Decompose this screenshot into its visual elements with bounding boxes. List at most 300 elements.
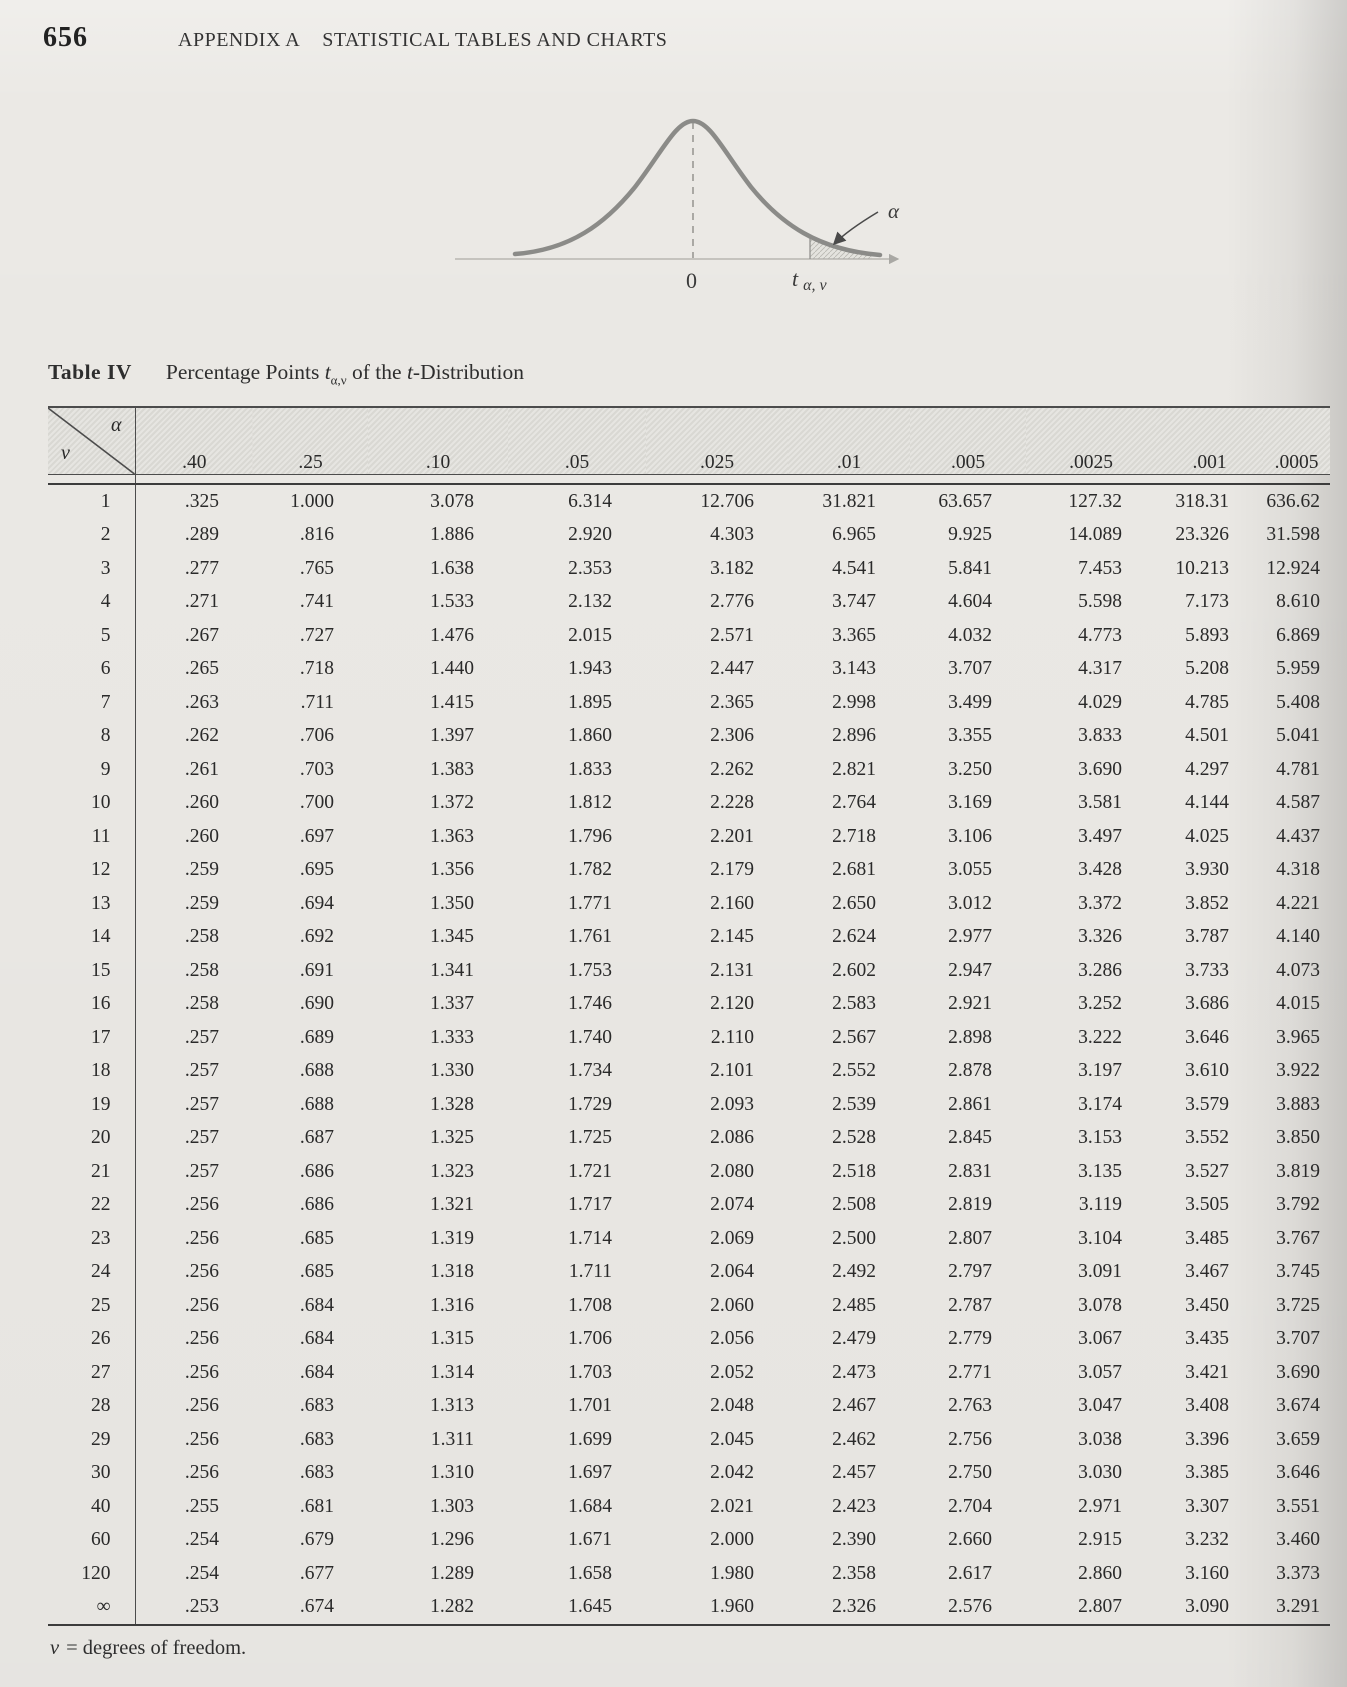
table-row	[48, 1055, 1330, 1089]
t-value-cell: 2.069	[710, 1227, 754, 1249]
t-value-cell: 1.315	[430, 1328, 474, 1350]
t-value-cell: .692	[299, 926, 334, 948]
df-cell: 60	[48, 1524, 135, 1558]
t-value-cell: 3.965	[1276, 1026, 1320, 1048]
t-value-cell: 1.337	[430, 993, 474, 1015]
table-row	[48, 1122, 1330, 1156]
t-value-cell: 2.120	[710, 993, 754, 1015]
table-row	[48, 1457, 1330, 1491]
t-value-cell: .690	[299, 993, 334, 1015]
table-footnote	[48, 1637, 1330, 1660]
alpha-col-header: .001	[1156, 407, 1263, 475]
t-value-cell: 12.924	[1266, 557, 1320, 579]
t-value-cell: 2.650	[832, 892, 876, 914]
t-value-cell: 4.781	[1276, 758, 1320, 780]
t-value-cell: 2.145	[710, 926, 754, 948]
t-value-cell: 3.119	[1078, 1194, 1122, 1216]
t-value-cell: 1.296	[430, 1529, 474, 1551]
t-value-cell: 1.533	[430, 591, 474, 613]
t-value-cell: 4.297	[1185, 758, 1229, 780]
df-cell: 2	[48, 519, 135, 553]
t-value-cell: 1.796	[568, 825, 612, 847]
t-value-cell: 2.110	[710, 1026, 754, 1048]
table-row	[48, 686, 1330, 720]
t-value-cell: .260	[184, 792, 219, 814]
t-value-cell: 4.015	[1276, 993, 1320, 1015]
t-value-cell: 2.920	[568, 524, 612, 546]
t-value-cell: 2.015	[568, 624, 612, 646]
table-row	[48, 586, 1330, 620]
df-cell: 21	[48, 1155, 135, 1189]
t-value-cell: 4.032	[948, 624, 992, 646]
t-value-cell: 2.045	[710, 1428, 754, 1450]
table-row	[48, 1490, 1330, 1524]
t-value-cell: .258	[184, 959, 219, 981]
t-value-cell: 2.583	[832, 993, 876, 1015]
footnote-text: = degrees of freedom.	[66, 1637, 247, 1659]
t-value-cell: .718	[299, 658, 334, 680]
df-cell: 10	[48, 787, 135, 821]
t-value-cell: 2.921	[948, 993, 992, 1015]
df-cell: 16	[48, 988, 135, 1022]
t-value-cell: 2.131	[710, 959, 754, 981]
t-value-cell: .687	[299, 1127, 334, 1149]
t-value-cell: .256	[184, 1462, 219, 1484]
t-value-cell: 4.541	[832, 557, 876, 579]
t-value-cell: 2.977	[948, 926, 992, 948]
t-value-cell: 1.316	[430, 1294, 474, 1316]
table-row	[48, 753, 1330, 787]
t-value-cell: 1.341	[430, 959, 474, 981]
t-value-cell: .703	[299, 758, 334, 780]
table-row	[48, 1222, 1330, 1256]
t-value-cell: 3.833	[1078, 725, 1122, 747]
table-row	[48, 1557, 1330, 1591]
table-row	[48, 921, 1330, 955]
t-value-cell: .257	[184, 1060, 219, 1082]
t-value-cell: .256	[184, 1328, 219, 1350]
t-value-cell: 2.500	[832, 1227, 876, 1249]
t-distribution-figure	[440, 92, 920, 302]
table-row	[48, 1021, 1330, 1055]
t-value-cell: .265	[184, 658, 219, 680]
t-value-cell: 3.707	[948, 658, 992, 680]
t-value-cell: 3.930	[1185, 859, 1229, 881]
t-value-cell: 3.787	[1185, 926, 1229, 948]
t-value-cell: 4.773	[1078, 624, 1122, 646]
t-value-cell: .254	[184, 1562, 219, 1584]
t-value-cell: 3.091	[1078, 1261, 1122, 1283]
t-value-cell: 3.326	[1078, 926, 1122, 948]
df-cell: 8	[48, 720, 135, 754]
t-value-cell: 2.358	[832, 1562, 876, 1584]
t-value-cell: 2.998	[832, 691, 876, 713]
t-value-cell: 3.551	[1276, 1495, 1320, 1517]
alpha-col-header: .0025	[1026, 407, 1156, 475]
t-value-cell: 1.771	[568, 892, 612, 914]
appendix-label: APPENDIX A	[178, 29, 301, 51]
t-value-cell: 3.690	[1276, 1361, 1320, 1383]
t-value-cell: 1.313	[430, 1395, 474, 1417]
t-value-cell: 2.845	[948, 1127, 992, 1149]
alpha-col-header: .005	[910, 407, 1026, 475]
t-value-cell: 3.460	[1276, 1529, 1320, 1551]
t-value-cell: 3.385	[1185, 1462, 1229, 1484]
t-value-cell: .261	[184, 758, 219, 780]
t-value-cell: 3.182	[710, 557, 754, 579]
t-value-cell: .684	[299, 1294, 334, 1316]
alpha-area-label: α	[888, 199, 900, 223]
t-value-cell: .257	[184, 1127, 219, 1149]
t-value-cell: 2.201	[710, 825, 754, 847]
t-value-cell: 1.725	[568, 1127, 612, 1149]
table-row	[48, 552, 1330, 586]
t-value-cell: 2.704	[948, 1495, 992, 1517]
t-value-cell: 1.415	[430, 691, 474, 713]
appendix-title: STATISTICAL TABLES AND CHARTS	[322, 29, 668, 51]
t-value-cell: 3.030	[1078, 1462, 1122, 1484]
t-value-cell: 3.106	[948, 825, 992, 847]
t-value-cell: 2.750	[948, 1462, 992, 1484]
corner-alpha-label: α	[111, 414, 122, 436]
t-value-cell: 2.052	[710, 1361, 754, 1383]
t-value-cell: 3.745	[1276, 1261, 1320, 1283]
t-value-cell: .695	[299, 859, 334, 881]
t-value-cell: 1.701	[568, 1395, 612, 1417]
t-value-cell: 1.282	[368, 1591, 508, 1626]
t-value-cell: 2.860	[1078, 1562, 1122, 1584]
t-value-cell: 2.457	[832, 1462, 876, 1484]
t-value-cell: 4.140	[1276, 926, 1320, 948]
t-value-cell: 3.707	[1276, 1328, 1320, 1350]
t-value-cell: 3.610	[1185, 1060, 1229, 1082]
t-value-cell: 3.355	[948, 725, 992, 747]
t-value-cell: 2.064	[710, 1261, 754, 1283]
t-value-cell: 2.567	[832, 1026, 876, 1048]
df-cell: 7	[48, 686, 135, 720]
t-value-cell: .686	[299, 1160, 334, 1182]
t-value-cell: 4.025	[1185, 825, 1229, 847]
t-value-cell: 2.915	[1078, 1529, 1122, 1551]
table-row	[48, 484, 1330, 519]
df-cell: 6	[48, 653, 135, 687]
table-row	[48, 1591, 1330, 1626]
alpha-col-header: .0005	[1263, 407, 1330, 475]
t-value-cell: .263	[184, 691, 219, 713]
t-value-cell: 1.684	[568, 1495, 612, 1517]
t-value-cell: 1.943	[568, 658, 612, 680]
t-value-cell: 2.042	[710, 1462, 754, 1484]
table-row	[48, 519, 1330, 553]
table-row	[48, 720, 1330, 754]
table-row	[48, 1390, 1330, 1424]
t-value-cell: .256	[184, 1361, 219, 1383]
t-value-cell: 4.437	[1276, 825, 1320, 847]
t-value-cell: 10.213	[1175, 557, 1229, 579]
t-value-cell: 1.333	[430, 1026, 474, 1048]
alpha-col-header: .05	[508, 407, 646, 475]
t-value-cell: 1.319	[430, 1227, 474, 1249]
t-value-cell: 2.080	[710, 1160, 754, 1182]
t-value-cell: 2.807	[1026, 1591, 1156, 1626]
t-value-cell: 3.733	[1185, 959, 1229, 981]
t-value-cell: 2.681	[832, 859, 876, 881]
t-value-cell: 3.067	[1078, 1328, 1122, 1350]
t-value-cell: .259	[184, 892, 219, 914]
t-value-cell: .685	[299, 1227, 334, 1249]
t-value-cell: 1.440	[430, 658, 474, 680]
t-value-cell: 1.383	[430, 758, 474, 780]
t-value-cell: 4.785	[1185, 691, 1229, 713]
table-row	[48, 653, 1330, 687]
t-value-cell: 3.197	[1078, 1060, 1122, 1082]
t-value-cell: 2.552	[832, 1060, 876, 1082]
t-value-cell: 5.208	[1185, 658, 1229, 680]
t-value-cell: 3.078	[430, 490, 474, 512]
t-value-cell: 2.878	[948, 1060, 992, 1082]
t-value-cell: 8.610	[1276, 591, 1320, 613]
t-value-cell: 3.373	[1276, 1562, 1320, 1584]
t-value-cell: 1.812	[568, 792, 612, 814]
t-value-cell: 1.658	[568, 1562, 612, 1584]
t-value-cell: 2.624	[832, 926, 876, 948]
t-value-cell: 2.485	[832, 1294, 876, 1316]
t-value-cell: 1.318	[430, 1261, 474, 1283]
t-value-cell: 6.869	[1276, 624, 1320, 646]
df-cell: 12	[48, 854, 135, 888]
t-value-cell: 3.365	[832, 624, 876, 646]
t-value-cell: 1.746	[568, 993, 612, 1015]
t-value-cell: 3.819	[1276, 1160, 1320, 1182]
table-row	[48, 1189, 1330, 1223]
t-value-cell: 2.896	[832, 725, 876, 747]
t-value-cell: 1.314	[430, 1361, 474, 1383]
t-value-cell: 3.852	[1185, 892, 1229, 914]
t-value-cell: 3.160	[1185, 1562, 1229, 1584]
t-value-cell: 2.571	[710, 624, 754, 646]
t-value-cell: 3.291	[1263, 1591, 1330, 1626]
df-cell: 1	[48, 484, 135, 519]
t-value-cell: 3.690	[1078, 758, 1122, 780]
df-cell: 11	[48, 820, 135, 854]
t-value-cell: 4.144	[1185, 792, 1229, 814]
t-value-cell: 2.101	[710, 1060, 754, 1082]
t-value-cell: 3.135	[1078, 1160, 1122, 1182]
t-value-cell: 2.000	[710, 1529, 754, 1551]
t-value-cell: 3.143	[832, 658, 876, 680]
t-value-cell: 3.581	[1078, 792, 1122, 814]
t-value-cell: .688	[299, 1093, 334, 1115]
t-value-cell: .258	[184, 926, 219, 948]
df-cell: 3	[48, 552, 135, 586]
t-value-cell: 1.717	[568, 1194, 612, 1216]
t-value-cell: 3.222	[1078, 1026, 1122, 1048]
t-value-cell: 3.047	[1078, 1395, 1122, 1417]
t-value-cell: 3.055	[948, 859, 992, 881]
table-row	[48, 988, 1330, 1022]
t-value-cell: 1.729	[568, 1093, 612, 1115]
df-cell: 20	[48, 1122, 135, 1156]
t-value-cell: .691	[299, 959, 334, 981]
t-value-cell: 3.659	[1276, 1428, 1320, 1450]
t-value-cell: .683	[299, 1428, 334, 1450]
alpha-col-header: .01	[788, 407, 910, 475]
table-title-text: Percentage Points $t_{\alpha,\nu}$ of the t-Distribution	[165, 360, 525, 388]
t-value-cell: .256	[184, 1294, 219, 1316]
t-value-cell: .271	[184, 591, 219, 613]
df-cell: 120	[48, 1557, 135, 1591]
table-row	[48, 954, 1330, 988]
t-value-cell: .256	[184, 1227, 219, 1249]
df-cell: 4	[48, 586, 135, 620]
t-value-cell: .257	[184, 1093, 219, 1115]
t-value-cell: 2.492	[832, 1261, 876, 1283]
t-value-cell: .259	[184, 859, 219, 881]
t-value-cell: 1.325	[430, 1127, 474, 1149]
t-value-cell: 2.423	[832, 1495, 876, 1517]
t-value-cell: 2.821	[832, 758, 876, 780]
table-row	[48, 1356, 1330, 1390]
t-value-cell: 2.179	[710, 859, 754, 881]
table-row	[48, 1088, 1330, 1122]
t-value-cell: 3.435	[1185, 1328, 1229, 1350]
t-value-cell: 2.807	[948, 1227, 992, 1249]
t-value-cell: 3.505	[1185, 1194, 1229, 1216]
t-value-cell: 3.646	[1185, 1026, 1229, 1048]
t-value-cell: 3.686	[1185, 993, 1229, 1015]
t-value-cell: 2.776	[710, 591, 754, 613]
table-body	[48, 484, 1330, 1625]
t-value-cell: 3.497	[1078, 825, 1122, 847]
df-cell: 29	[48, 1423, 135, 1457]
t-value-cell: .267	[184, 624, 219, 646]
table-row	[48, 1256, 1330, 1290]
t-value-cell: 2.660	[948, 1529, 992, 1551]
t-value-cell: 31.821	[822, 490, 876, 512]
t-value-cell: 3.922	[1276, 1060, 1320, 1082]
t-value-cell: 3.646	[1276, 1462, 1320, 1484]
t-value-cell: 3.038	[1078, 1428, 1122, 1450]
df-cell: 28	[48, 1390, 135, 1424]
t-value-cell: 1.697	[568, 1462, 612, 1484]
table-row	[48, 1155, 1330, 1189]
t-value-cell: 3.767	[1276, 1227, 1320, 1249]
t-value-cell: 1.350	[430, 892, 474, 914]
t-value-cell: 9.925	[948, 524, 992, 546]
t-value-cell: 3.250	[948, 758, 992, 780]
t-value-cell: .686	[299, 1194, 334, 1216]
t-value-cell: 1.708	[568, 1294, 612, 1316]
t-value-cell: 2.462	[832, 1428, 876, 1450]
t-value-cell: 2.365	[710, 691, 754, 713]
t-value-cell: .706	[299, 725, 334, 747]
alpha-col-header: .25	[253, 407, 368, 475]
t-value-cell: .674	[253, 1591, 368, 1626]
t-value-cell: .727	[299, 624, 334, 646]
t-value-cell: .688	[299, 1060, 334, 1082]
df-cell: 5	[48, 619, 135, 653]
table-row	[48, 787, 1330, 821]
t-value-cell: 4.318	[1276, 859, 1320, 881]
t-value-cell: 31.598	[1266, 524, 1320, 546]
t-value-cell: 1.761	[568, 926, 612, 948]
df-cell: 27	[48, 1356, 135, 1390]
t-value-cell: 1.345	[430, 926, 474, 948]
t-value-cell: .256	[184, 1395, 219, 1417]
table-row	[48, 1524, 1330, 1558]
t-value-cell: 2.473	[832, 1361, 876, 1383]
df-cell: 23	[48, 1222, 135, 1256]
t-value-cell: 1.734	[568, 1060, 612, 1082]
t-value-cell: 1.980	[710, 1562, 754, 1584]
t-value-cell: 5.408	[1276, 691, 1320, 713]
t-value-cell: 1.321	[430, 1194, 474, 1216]
t-value-cell: 318.31	[1175, 490, 1229, 512]
t-value-cell: 2.056	[710, 1328, 754, 1350]
t-value-cell: 3.552	[1185, 1127, 1229, 1149]
t-value-cell: 3.674	[1276, 1395, 1320, 1417]
t-value-cell: .685	[299, 1261, 334, 1283]
df-cell: 18	[48, 1055, 135, 1089]
t-value-cell: 2.074	[710, 1194, 754, 1216]
t-value-cell: 3.883	[1276, 1093, 1320, 1115]
page-header	[43, 22, 667, 54]
t-value-cell: 2.479	[832, 1328, 876, 1350]
t-value-cell: .765	[299, 557, 334, 579]
t-value-cell: 1.706	[568, 1328, 612, 1350]
t-value-cell: .253	[135, 1591, 253, 1626]
t-value-cell: 2.353	[568, 557, 612, 579]
t-value-cell: .683	[299, 1462, 334, 1484]
t-value-cell: 12.706	[700, 490, 754, 512]
t-value-cell: .679	[299, 1529, 334, 1551]
t-value-cell: 127.32	[1068, 490, 1122, 512]
df-cell: 17	[48, 1021, 135, 1055]
t-value-cell: 3.850	[1276, 1127, 1320, 1149]
t-value-cell: 2.508	[832, 1194, 876, 1216]
table-row	[48, 887, 1330, 921]
t-value-cell: 3.421	[1185, 1361, 1229, 1383]
t-value-cell: 4.501	[1185, 725, 1229, 747]
t-value-cell: 1.671	[568, 1529, 612, 1551]
df-cell: 15	[48, 954, 135, 988]
t-value-cell: .257	[184, 1026, 219, 1048]
t-value-cell: 3.232	[1185, 1529, 1229, 1551]
t-value-cell: 2.060	[710, 1294, 754, 1316]
t-value-cell: 2.576	[910, 1591, 1026, 1626]
t-value-cell: 2.718	[832, 825, 876, 847]
t-value-cell: .277	[184, 557, 219, 579]
t-value-cell: 6.314	[568, 490, 612, 512]
table-title	[48, 360, 524, 388]
t-value-cell: 2.771	[948, 1361, 992, 1383]
t-value-cell: 2.947	[948, 959, 992, 981]
t-value-cell: .711	[300, 691, 334, 713]
t-value-cell: 1.303	[430, 1495, 474, 1517]
t-value-cell: 1.833	[568, 758, 612, 780]
t-value-cell: 3.090	[1156, 1591, 1263, 1626]
t-value-cell: 2.048	[710, 1395, 754, 1417]
table-row	[48, 619, 1330, 653]
t-value-cell: 1.311	[430, 1428, 474, 1450]
t-value-cell: 1.356	[430, 859, 474, 881]
t-value-cell: 5.598	[1078, 591, 1122, 613]
t-value-cell: .256	[184, 1261, 219, 1283]
t-value-cell: 3.372	[1078, 892, 1122, 914]
df-cell: 13	[48, 887, 135, 921]
t-value-cell: 1.886	[430, 524, 474, 546]
t-value-cell: .260	[184, 825, 219, 847]
